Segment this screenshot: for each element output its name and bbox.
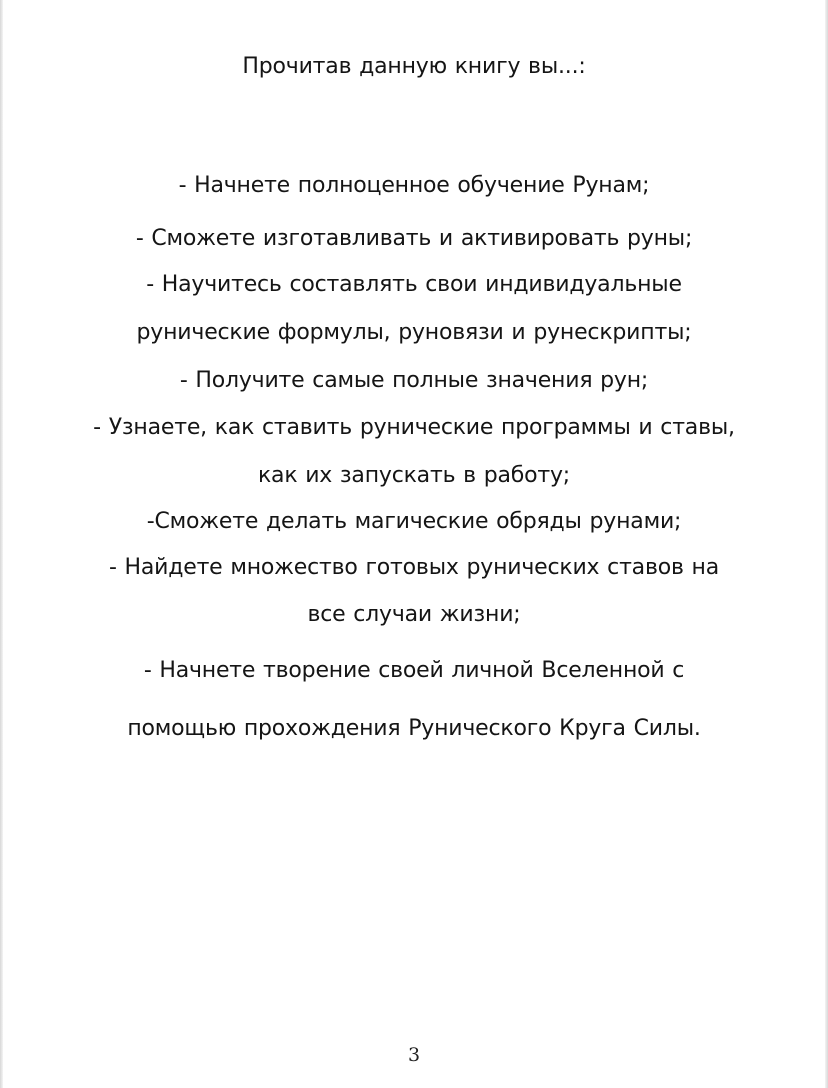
page-heading: Прочитав данную книгу вы...: <box>242 54 586 79</box>
text-line: - Научитесь составлять свои индивидуальные <box>146 272 682 297</box>
text-line: - Получите самые полные значения рун; <box>179 368 649 393</box>
text-line: - Начнете творение своей личной Вселенной с <box>143 658 685 683</box>
page-number: 3 <box>407 1044 421 1066</box>
text-line: как их запускать в работу; <box>257 463 571 488</box>
text-line: - Узнаете, как ставить рунические программы и ставы, <box>93 415 735 440</box>
text-line: - Начнете полноценное обучение Рунам; <box>178 173 650 198</box>
text-line: - Сможете изготавливать и активировать руны; <box>135 226 693 251</box>
text-line: рунические формулы, руновязи и рунескрипты; <box>136 320 692 345</box>
text-line: помощью прохождения Рунического Круга Силы. <box>127 716 701 741</box>
text-line: - Найдете множество готовых рунических ставов на <box>108 555 720 580</box>
page-left-edge <box>0 0 3 1088</box>
text-line: все случаи жизни; <box>307 602 521 627</box>
text-line: -Сможете делать магические обряды рунами; <box>146 509 682 534</box>
